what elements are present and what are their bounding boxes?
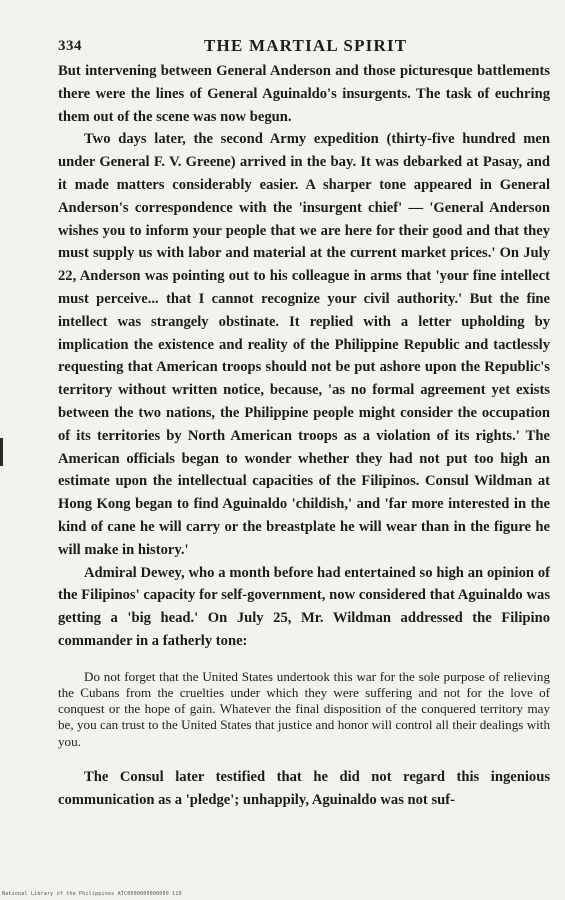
paragraph-2: Two days later, the second Army expedition (thirty-five hundred men under General F. V. Greene) arrived in the bay. It was debarked at Pasay, and it made matters considerably easier. A sharper tone appeared in General Anderson's correspondence with the 'insurgent chief' — 'General Anderson wishes you to inform your people that we are here for their good and that they must supply us with labor and material at the current market prices.' On July 22, Anderson was pointing out to his colleague in arms that 'your fine intellect must perceive... that I cannot recognize your civil authority.' But the fine intellect was strangely obstinate. It replied with a letter upholding by implication the existence and reality of the Philippine Republic and tactlessly requesting that American troops should not be put ashore upon the Republic's territory without written notice, because, 'as no formal agreement yet exists between the two nations, the Philippine people might consider the occupation of its territories by North American troops as a violation of its rights.' The American officials began to wonder whether they had not put too high an estimate upon the intellectual capacities of the Filipinos. Consul Wildman at Hong Kong began to find Aguinaldo 'childish,' and 'far more interested in the kind of cane he will carry or the breastplate he will wear than in the figure he will make in history.' xyxy=(58,131,550,558)
scan-footer: National Library of the Philippines ATC0000000000000 110 xyxy=(2,891,182,897)
page-edge-mark xyxy=(0,438,3,466)
paragraph-3: Admiral Dewey, who a month before had entertained so high an opinion of the Filipinos' capacity for self-government, now considered that Aguinaldo was getting a 'big head.' On July 25, Mr. Wildman addressed the Filipino commander in a fatherly tone: xyxy=(58,564,550,649)
paragraph-4: The Consul later testified that he did not regard this ingenious communication as a 'pledge'; unhappily, Aguinaldo was not suf- xyxy=(58,768,550,808)
page-body xyxy=(58,34,550,811)
block-quote: Do not forget that the United States undertook this war for the sole purpose of relieving the Cubans from the cruelties under which they were suffering and not for the love of conquest or the hope of gain. Whatever the final disposition of the conquered territory may be, you can trust to the United States that justice and honor will control all their dealings with you. xyxy=(58,668,550,749)
running-title: THE MARTIAL SPIRIT xyxy=(204,36,408,55)
paragraph-1: But intervening between General Anderson and those picturesque battlements there were the lines of General Aguinaldo's insurgents. The task of euchring them out of the scene was now begun. xyxy=(58,63,550,125)
page-number: 334 xyxy=(58,38,82,54)
page-header xyxy=(58,34,550,60)
